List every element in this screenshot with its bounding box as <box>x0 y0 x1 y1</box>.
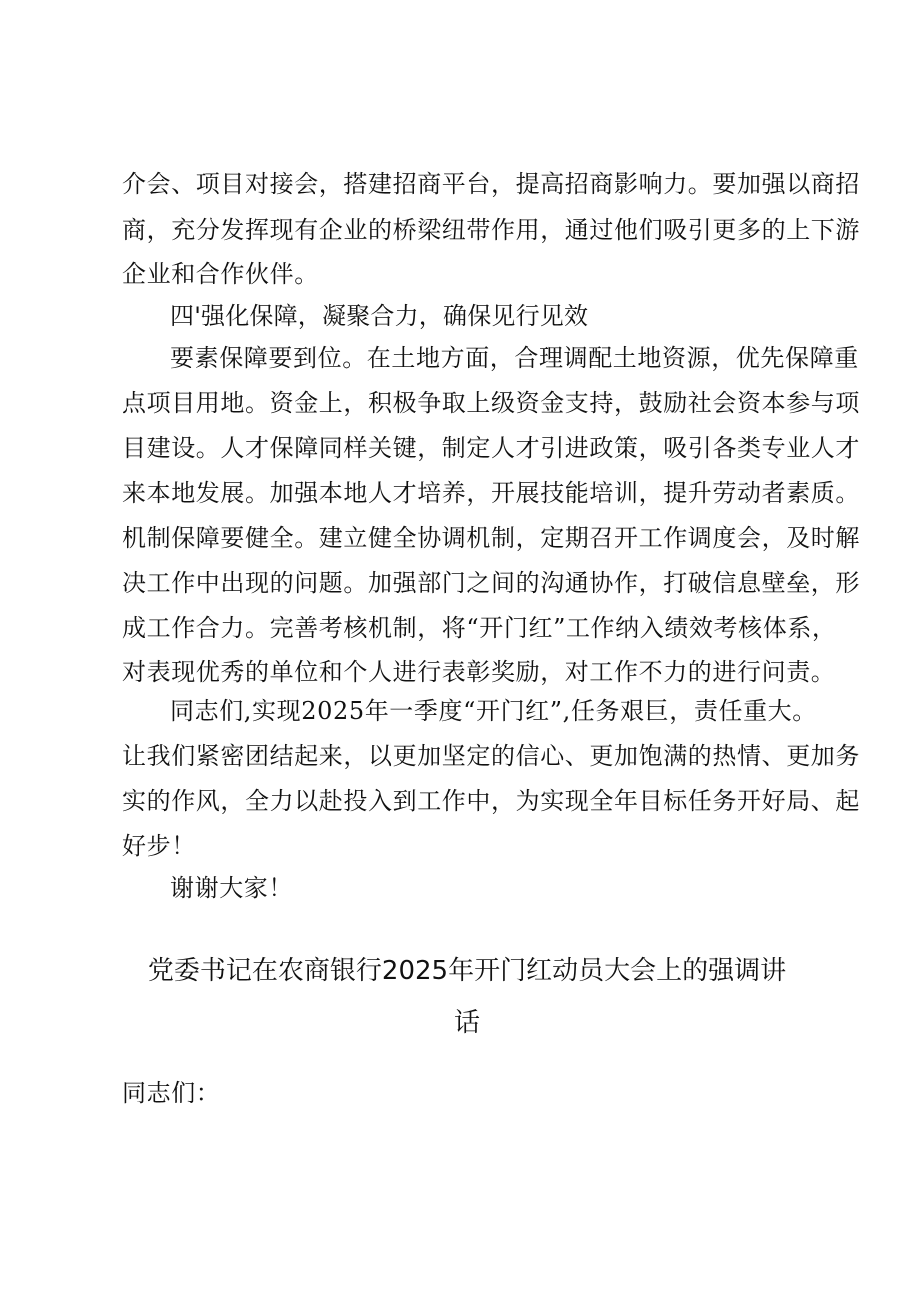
paragraph-line: 要素保障要到位。在土地方面，合理调配土地资源，优先保障重 <box>170 344 859 372</box>
document-title-line: 话 <box>453 1008 480 1038</box>
closing-thanks: 谢谢大家！ <box>170 874 293 902</box>
paragraph-line: 决工作中出现的问题。加强部门之间的沟通协作，打破信息壁垒，形 <box>122 569 860 597</box>
document-title-line: 党委书记在农商银行2025年开门红动员大会上的强调讲 <box>147 956 787 986</box>
paragraph-line: 机制保障要健全。建立健全协调机制，定期召开工作调度会，及时解 <box>122 524 860 552</box>
paragraph-line: 点项目用地。资金上，积极争取上级资金支持，鼓励社会资本参与项 <box>122 389 860 417</box>
paragraph-line: 对表现优秀的单位和个人进行表彰奖励，对工作不力的进行问责。 <box>122 658 836 686</box>
paragraph-line: 目建设。人才保障同样关键，制定人才引进政策，吸引各类专业人才 <box>122 434 860 462</box>
paragraph-line: 商，充分发挥现有企业的桥梁纽带作用，通过他们吸引更多的上下游 <box>122 216 860 244</box>
paragraph-line: 成工作合力。完善考核机制，将“开门红”工作纳入绩效考核体系， <box>122 614 837 642</box>
paragraph-line: 企业和合作伙伴。 <box>122 260 319 288</box>
paragraph-line: 让我们紧密团结起来，以更加坚定的信心、更加饱满的热情、更加务 <box>122 742 860 770</box>
paragraph-line: 介会、项目对接会，搭建招商平台，提高招商影响力。要加强以商招 <box>122 170 860 198</box>
section-heading: 四'强化保障，凝聚合力，确保见行见效 <box>170 302 589 330</box>
paragraph-line: 来本地发展。加强本地人才培养，开展技能培训，提升劳动者素质。 <box>122 479 860 507</box>
paragraph-line: 实的作风，全力以赴投入到工作中，为实现全年目标任务开好局、起 <box>122 787 860 815</box>
salutation: 同志们： <box>122 1079 221 1107</box>
paragraph-line: 好步！ <box>122 832 196 860</box>
paragraph-line: 同志们,实现2025年一季度“开门红”,任务艰巨，责任重大。 <box>170 697 817 725</box>
